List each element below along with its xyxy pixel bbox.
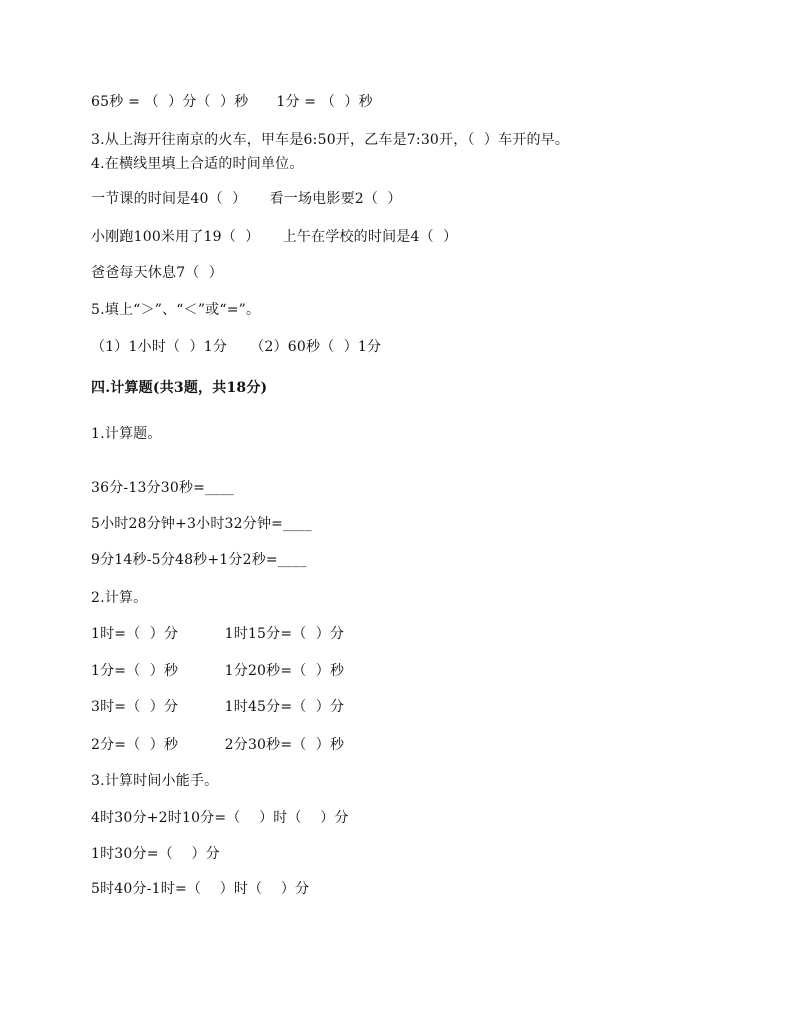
calc-2-row-1: 1时=（ ）分 1时15分=（ ）分	[91, 626, 345, 642]
calc-1-heading: 1.计算题。	[91, 426, 162, 442]
calc-2-row-2: 1分=（ ）秒 1分20秒=（ ）秒	[91, 663, 345, 679]
problem-4-heading: 4.在横线里填上合适的时间单位。	[91, 156, 304, 172]
calc-3-item-1: 4时30分+2时10分=（ ）时（ ）分	[91, 810, 349, 826]
problem-seconds-to-minutes: 65秒 = （ ）分（ ）秒 1分 = （ ）秒	[91, 94, 373, 110]
problem-4-row-3: 爸爸每天休息7（ ）	[91, 265, 224, 281]
calc-2-row-4: 2分=（ ）秒 2分30秒=（ ）秒	[91, 737, 345, 753]
calc-3-heading: 3.计算时间小能手。	[91, 773, 219, 789]
calc-1-item-3: 9分14秒-5分48秒+1分2秒=____	[91, 552, 307, 568]
section-4-title: 四.计算题(共3题，共18分)	[91, 380, 268, 396]
calc-1-item-2: 5小时28分钟+3小时32分钟=____	[91, 516, 312, 532]
calc-3-item-2: 1时30分=（ ）分	[91, 846, 220, 862]
problem-3-train-question: 3.从上海开往南京的火车，甲车是6:50开，乙车是7:30开，（ ）车开的早。	[91, 132, 570, 148]
calc-1-item-1: 36分-13分30秒=____	[91, 480, 234, 496]
calc-2-row-3: 3时=（ ）分 1时45分=（ ）分	[91, 699, 345, 715]
calc-3-item-3: 5时40分-1时=（ ）时（ ）分	[91, 881, 310, 897]
problem-4-row-2: 小刚跑100米用了19（ ） 上午在学校的时间是4（ ）	[91, 229, 458, 245]
problem-5-items: （1）1小时（ ）1分 （2）60秒（ ）1分	[91, 339, 382, 355]
calc-2-heading: 2.计算。	[91, 590, 148, 606]
problem-5-heading: 5.填上“＞”、“＜”或“=”。	[91, 302, 261, 318]
problem-4-row-1: 一节课的时间是40（ ） 看一场电影要2（ ）	[91, 191, 402, 207]
